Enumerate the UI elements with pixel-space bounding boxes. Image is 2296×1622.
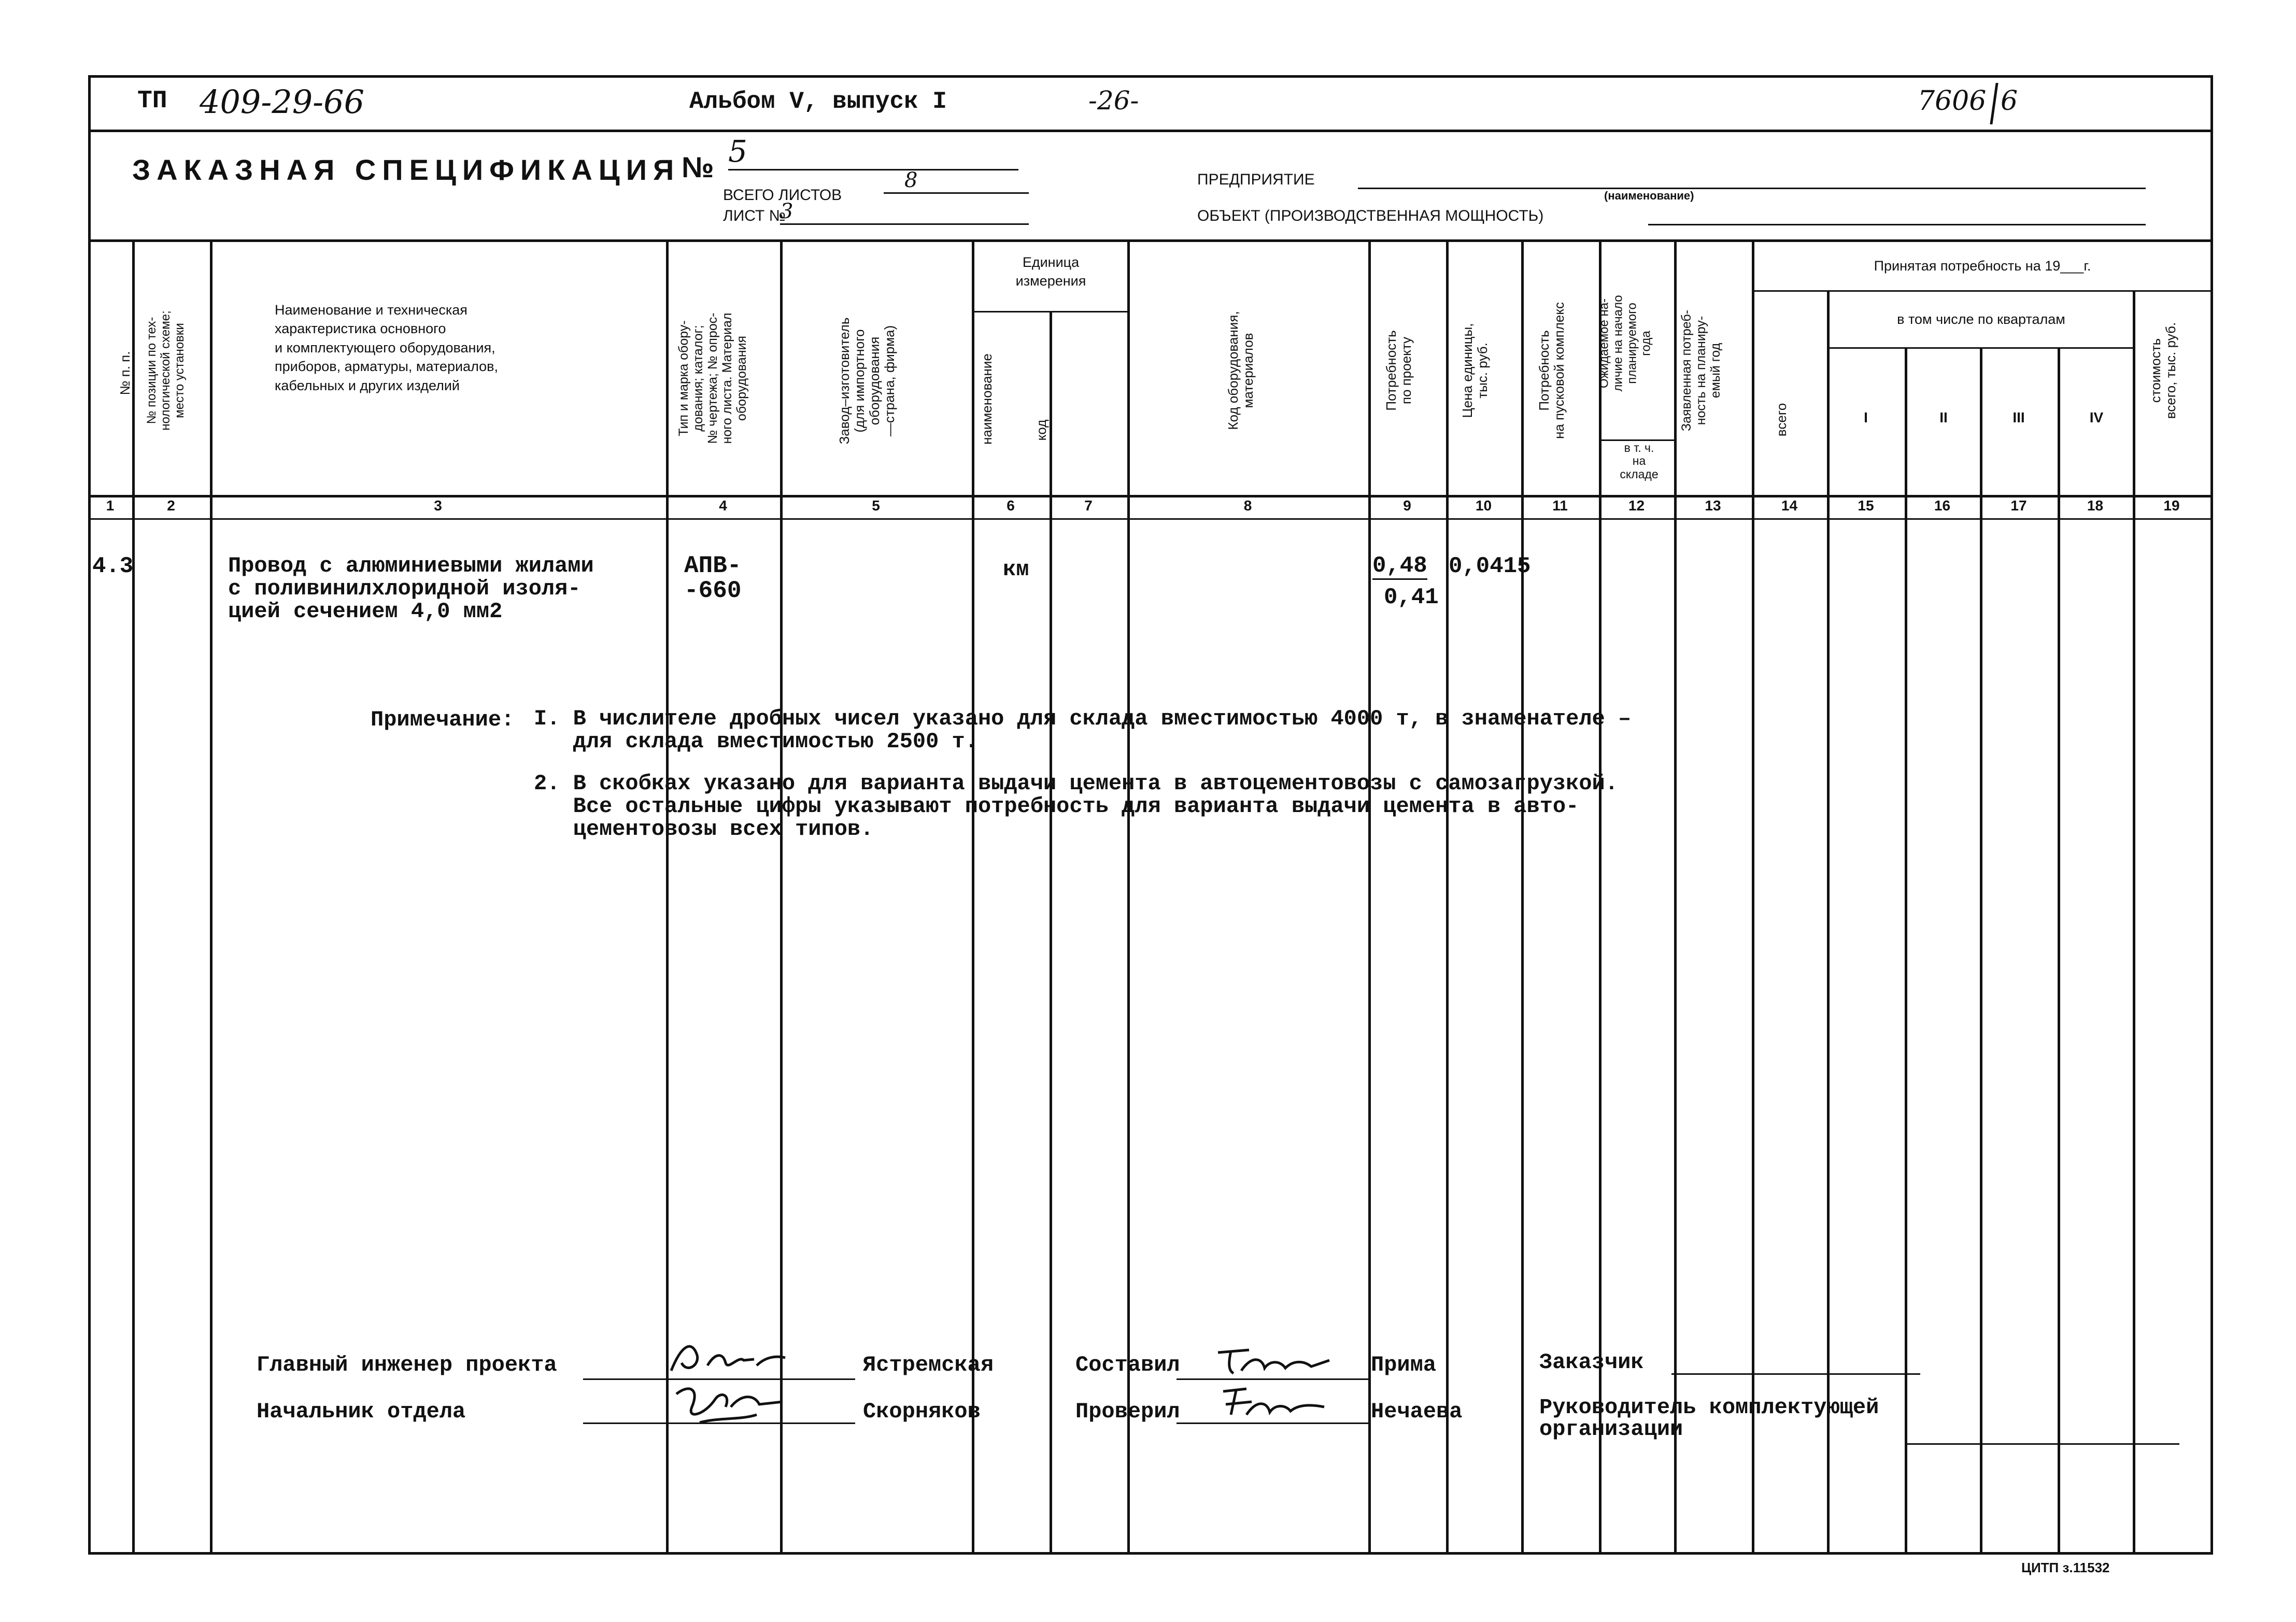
col-13-header: Заявленная потреб- ность на планиру- емый год: [1679, 309, 1723, 432]
col-1-header: № п. п.: [117, 351, 133, 395]
col-number-12: 12: [1628, 497, 1645, 514]
page-number: -26-: [1088, 86, 1139, 116]
compiled-by-label: Составил: [1075, 1353, 1180, 1377]
compiled-by-name: Прима: [1371, 1353, 1437, 1377]
head-of-department-label: Начальник отдела: [257, 1399, 466, 1424]
row-type: АПВ- -660: [684, 552, 742, 605]
col-9-header: Потребность по проекту: [1383, 330, 1414, 411]
col-4-header: Тип и марка обору- дования; каталог; № чертежа; № опрос- ного листа. Материал оборудования: [676, 312, 749, 444]
col-number-18: 18: [2087, 497, 2104, 514]
col-12-bottom-header: в т. ч. на складе: [1620, 441, 1659, 481]
col-number-11: 11: [1552, 497, 1568, 514]
inventory-number: 7606: [1918, 86, 1987, 117]
quarters-group-header: в том числе по кварталам: [1897, 311, 2065, 327]
col-18-header: IV: [2089, 409, 2104, 425]
compiled-signature-icon: [1213, 1340, 1332, 1381]
col-number-5: 5: [872, 497, 880, 514]
col-number-7: 7: [1084, 497, 1093, 514]
spec-number: 5: [728, 134, 1018, 170]
col-number-2: 2: [167, 497, 175, 514]
checked-by-label: Проверил: [1075, 1399, 1180, 1424]
col-19-header: стоимость всего, тыс. руб.: [2148, 322, 2179, 419]
album-label: Альбом V, выпуск I: [689, 88, 947, 115]
customer-label: Заказчик: [1539, 1350, 1644, 1375]
inventory-suffix: 6: [2001, 86, 2018, 117]
col-number-1: 1: [106, 497, 115, 514]
printing-stamp: ЦИТП з.11532: [2021, 1560, 2110, 1575]
col-10-header: Цена единицы, тыс. руб.: [1459, 323, 1491, 418]
head-signature-icon: [669, 1378, 788, 1430]
sheet-number: 3: [780, 200, 1029, 225]
col-14-header: всего: [1774, 403, 1789, 437]
col-12-top-header: Ожидаемое на- личие на начало планируемого года: [1597, 295, 1653, 392]
object-label: ОБЪЕКТ (ПРОИЗВОДСТВЕННАЯ МОЩНОСТЬ): [1197, 207, 1544, 224]
document-code: 409-29-66: [200, 83, 365, 121]
head-of-department-name: Скорняков: [863, 1399, 981, 1424]
col-number-17: 17: [2010, 497, 2027, 514]
enterprise-label: ПРЕДПРИЯТИЕ: [1197, 171, 1315, 188]
form-title: ЗАКАЗНАЯ СПЕЦИФИКАЦИЯ: [132, 153, 681, 186]
sheet-label: ЛИСТ №: [723, 207, 786, 224]
col-number-4: 4: [719, 497, 727, 514]
row-unit-price: 0,0415: [1449, 553, 1531, 579]
col-number-9: 9: [1403, 497, 1411, 514]
col-number-19: 19: [2163, 497, 2180, 514]
col-11-header: Потребность на пусковой комплекс: [1536, 302, 1567, 439]
col-number-3: 3: [434, 497, 442, 514]
name-hint: (наименование): [1604, 189, 1694, 202]
notes-label: Примечание:: [371, 707, 515, 732]
chief-engineer-signature-icon: [666, 1334, 790, 1381]
row-need-numerator: 0,48: [1372, 553, 1427, 580]
note-2: 2. В скобках указано для варианта выдачи цемента в автоцементовозы с самозагрузкой. Все остальные цифры указывают потребность для варианта выдачи цемента в авто- цементовозы всех типов.: [534, 771, 1618, 842]
col-7-header: код: [1033, 419, 1049, 441]
col-number-15: 15: [1858, 497, 1874, 514]
total-sheets-label: ВСЕГО ЛИСТОВ: [723, 187, 842, 204]
row-unit: км: [1003, 557, 1029, 582]
col-number-8: 8: [1243, 497, 1252, 514]
col-8-header: Код оборудования, материалов: [1225, 311, 1256, 430]
col-number-10: 10: [1475, 497, 1492, 514]
col-number-13: 13: [1705, 497, 1721, 514]
row-need-denominator: 0,41: [1384, 585, 1439, 610]
unit-group-header: Единица измерения: [1015, 254, 1086, 289]
col-15-header: I: [1864, 409, 1868, 425]
col-number-14: 14: [1781, 497, 1798, 514]
row-position: 4.3: [92, 553, 134, 579]
checked-signature-icon: [1215, 1381, 1329, 1425]
spec-number-label: №: [682, 151, 714, 183]
col-5-header: Завод–изготовитель (для импортного оборудования —страна, фирма): [837, 317, 898, 445]
total-sheets: 8: [884, 168, 1029, 194]
note-1: I. В числителе дробных чисел указано для склада вместимостью 4000 т, в знаменателе – для склада вместимостью 2500 т.: [534, 706, 1632, 755]
col-number-6: 6: [1007, 497, 1015, 514]
col-16-header: II: [1939, 409, 1948, 425]
accepted-group-header: Принятая потребность на 19___г.: [1874, 258, 2091, 274]
col-3-header: Наименование и техническая характеристика основного и комплектующего оборудования, приборов, арматуры, материалов, кабельных и других изделий: [275, 302, 498, 393]
chief-engineer-label: Главный инженер проекта: [257, 1353, 557, 1377]
tp-label: ТП: [137, 87, 167, 115]
col-number-16: 16: [1934, 497, 1951, 514]
checked-by-name: Нечаева: [1371, 1399, 1463, 1424]
col-17-header: III: [2012, 409, 2025, 425]
supplier-leader-label: Руководитель комплектующей организации: [1539, 1395, 1879, 1442]
row-name: Провод с алюминиевыми жилами с поливинилхлоридной изоля- цией сечением 4,0 мм2: [228, 553, 594, 624]
col-2-header: № позиции по тех- нологической схеме; место установки: [145, 310, 187, 431]
chief-engineer-name: Ястремская: [863, 1353, 994, 1377]
col-6-header: наименование: [979, 353, 995, 445]
